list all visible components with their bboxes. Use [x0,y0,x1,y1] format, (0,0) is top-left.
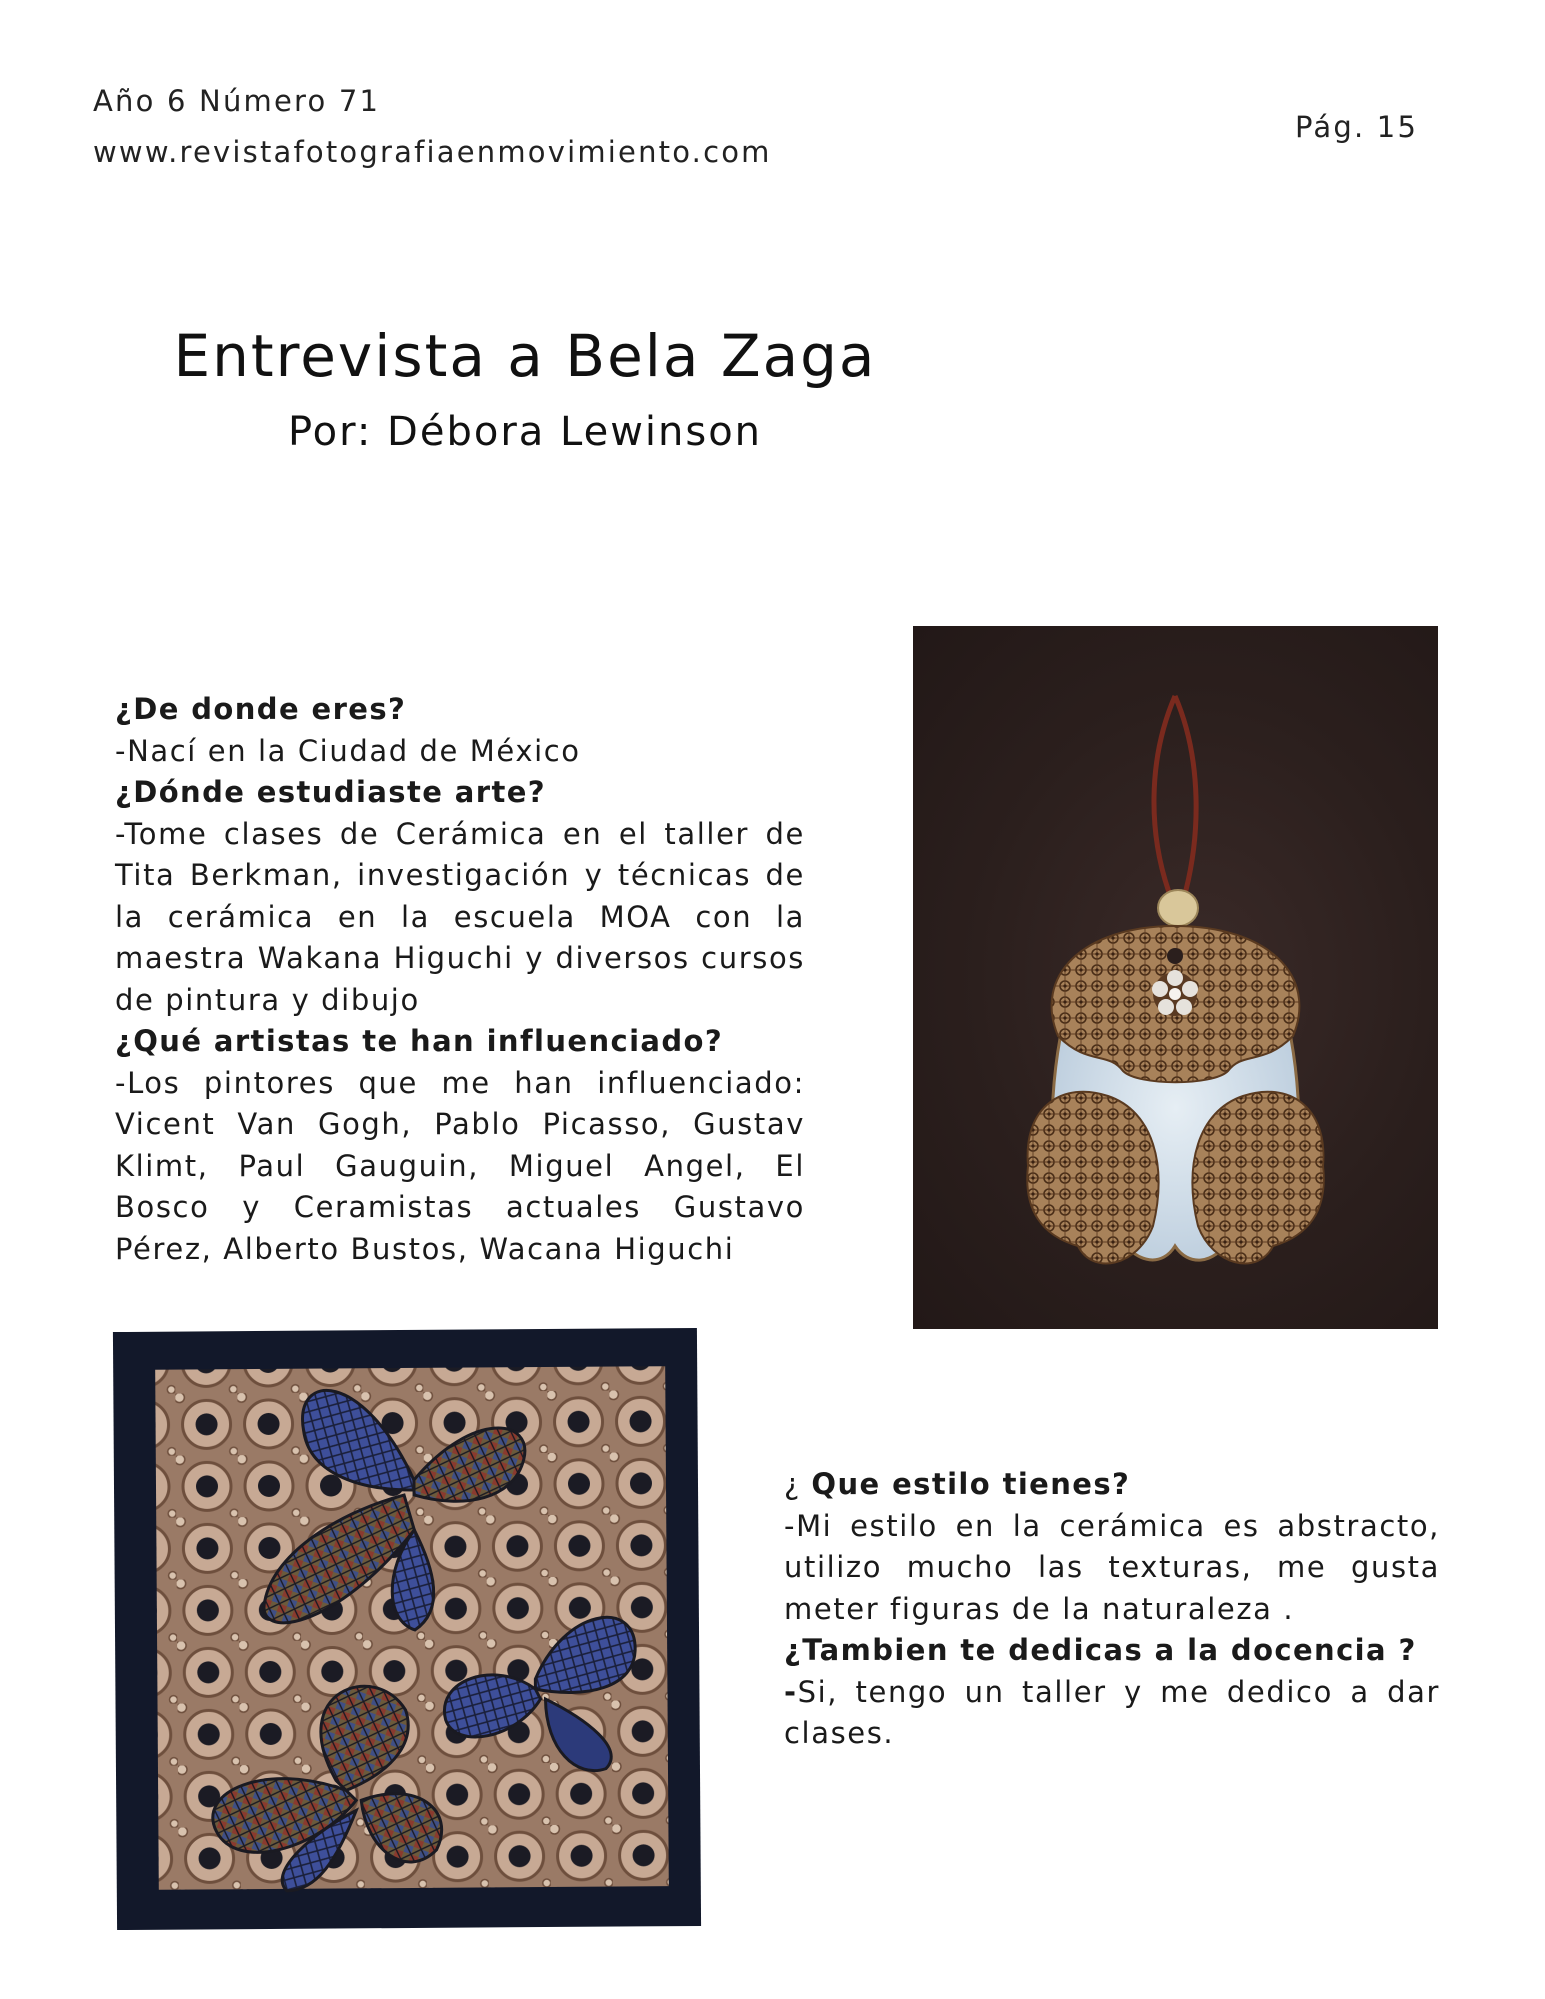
question [784,1464,1440,1506]
website-url[interactable]: www.revistafotografiaenmovimiento.com [93,135,772,169]
question: ¿Qué artistas te han influenciado? [115,1024,724,1058]
answer-text: Si, tengo un taller y me dedico a dar clases. [784,1674,1440,1750]
lace-right [1192,1092,1323,1264]
hamsa-illustration [913,626,1438,1329]
answer: -Nací en la Ciudad de México [115,733,581,768]
article-byline: Por: Débora Lewinson [287,409,763,455]
tile-illustration [113,1328,701,1930]
question: ¿De donde eres? [115,692,407,726]
answer: -Mi estilo en la cerámica es abstracto, utilizo mucho las texturas, me gusta meter figuras de la naturaleza . [784,1508,1440,1626]
question: ¿Dónde estudiaste arte? [115,775,547,809]
answer: -Tome clases de Cerámica en el taller de Tita Berkman, investigación y técnicas de la cerámica en la escuela MOA con la maestra Wakana Higuchi y diversos cursos de pintura y dibujo [115,816,805,1017]
answer-prefix: - [784,1674,798,1709]
issue-number: Año 6 Número 71 [93,84,381,118]
cord [1154,696,1196,908]
hang-hole [1167,948,1183,964]
question: ¿Tambien te dedicas a la docencia ? [784,1633,1417,1667]
interview-block-left [115,689,805,1270]
question-text: Que estilo tienes? [811,1467,1131,1501]
answer: -Los pintores que me han influenciado: Vicent Van Gogh, Pablo Picasso, Gustav Klimt, Paul Gauguin, Miguel Angel, El Bosco y Ceramistas actuales Gustavo Pérez, Alberto Bustos, Wacana Higuchi [115,1065,805,1266]
butterfly-tile-photo [113,1328,701,1930]
question-prefix: ¿ [784,1467,812,1501]
article-title: Entrevista a Bela Zaga [173,322,877,390]
bead [1158,890,1198,926]
answer [784,1672,1440,1755]
hamsa-ceramic-photo [913,626,1438,1329]
lace-left [1027,1092,1158,1264]
interview-block-right [784,1464,1440,1755]
page-number: Pág. 15 [1295,110,1419,144]
